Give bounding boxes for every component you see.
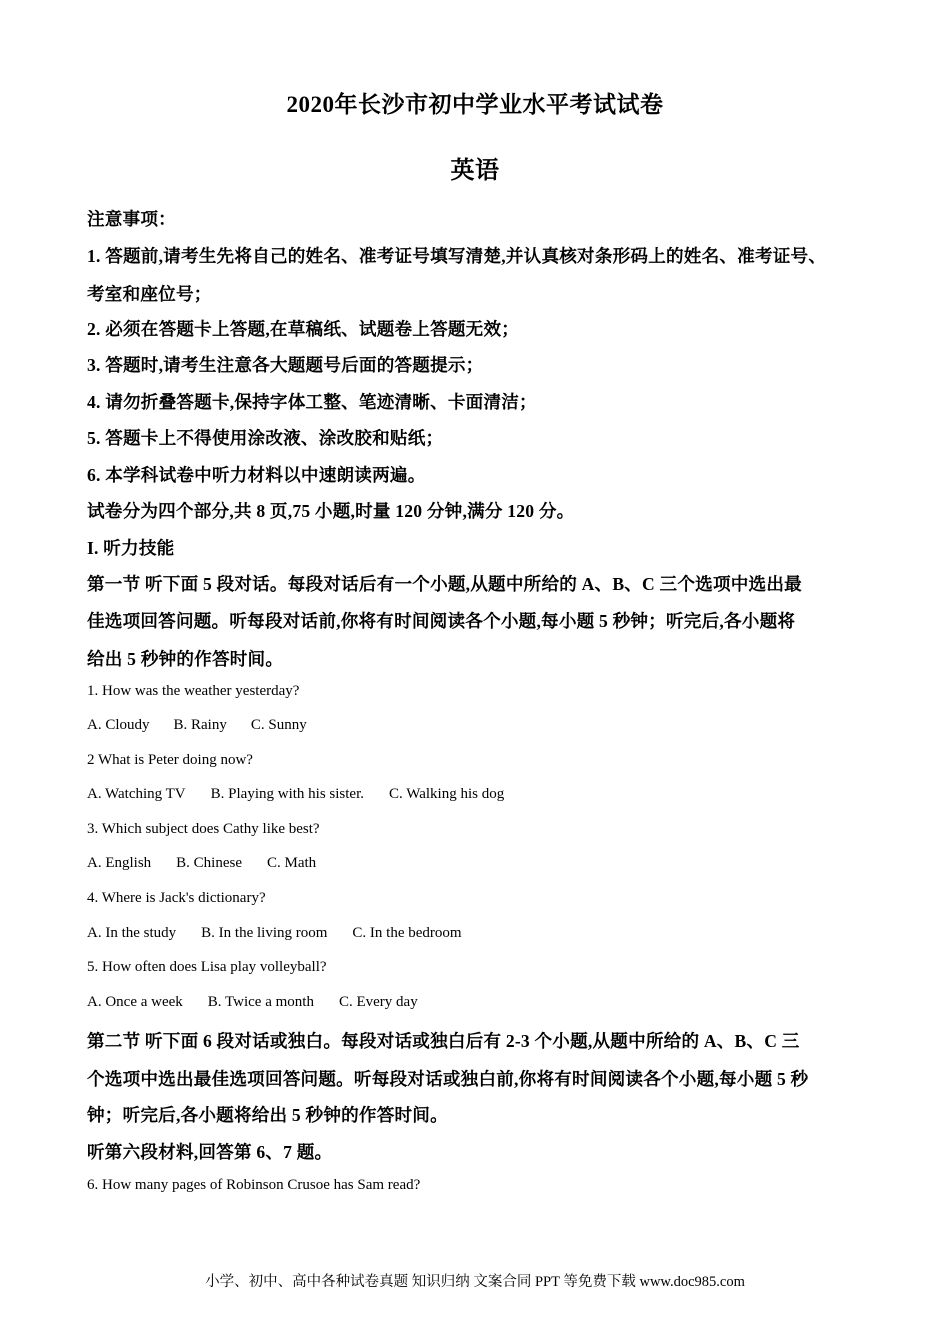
material-heading: 听第六段材料,回答第 6、7 题。: [87, 1142, 333, 1162]
option: B. Twice a month: [207, 994, 314, 1010]
section1-instruction: 佳选项回答问题。听每段对话前,你将有时间阅读各个小题,每小题 5 秒钟；听完后,各小题将: [87, 611, 796, 631]
question-text: 2 What is Peter doing now?: [87, 752, 253, 768]
option: C. Sunny: [250, 717, 307, 733]
exam-subject: 英语: [450, 158, 500, 184]
option: C. Math: [267, 855, 317, 871]
option: B. Playing with his sister.: [210, 786, 365, 802]
section1-instruction: 给出 5 秒钟的作答时间。: [87, 649, 284, 669]
exam-title: 2020年长沙市初中学业水平考试试卷: [286, 92, 664, 117]
section2-instruction: 个选项中选出最佳选项回答问题。听每段对话或独白前,你将有时间阅读各个小题,每小题 5 秒: [87, 1069, 809, 1089]
section2-instruction: 第二节 听下面 6 段对话或独白。每段对话或独白后有 2-3 个小题,从题中所给的 A、B、C 三: [87, 1031, 800, 1051]
question-options: [87, 994, 418, 1011]
question-options: [87, 855, 316, 872]
option: A. In the study: [87, 925, 177, 941]
option: B. Chinese: [176, 855, 243, 871]
paper-info: 试卷分为四个部分,共 8 页,75 小题,时量 120 分钟,满分 120 分。: [87, 501, 575, 521]
option: C. Walking his dog: [389, 786, 505, 802]
question-text: 1. How was the weather yesterday?: [87, 683, 300, 699]
notice-line: 考室和座位号；: [87, 284, 212, 304]
notice-line: 6. 本学科试卷中听力材料以中速朗读两遍。: [87, 465, 426, 485]
notice-line: 3. 答题时,请考生注意各大题题号后面的答题提示；: [87, 355, 484, 375]
notice-line: 5. 答题卡上不得使用涂改液、涂改胶和贴纸；: [87, 428, 444, 448]
notice-line: 4. 请勿折叠答题卡,保持字体工整、笔迹清晰、卡面清洁；: [87, 392, 537, 412]
option: A. Watching TV: [87, 786, 186, 802]
question-text: 5. How often does Lisa play volleyball?: [87, 959, 327, 975]
page-footer: 小学、初中、高中各种试卷真题 知识归纳 文案合同 PPT 等免费下载 www.doc985.com: [205, 1274, 745, 1290]
option: A. English: [87, 855, 152, 871]
question-text: 4. Where is Jack's dictionary?: [87, 890, 266, 906]
notice-line: 1. 答题前,请考生先将自己的姓名、准考证号填写清楚,并认真核对条形码上的姓名、准考证号、: [87, 246, 827, 266]
question-options: [87, 786, 504, 803]
question-options: [87, 925, 462, 942]
option: C. In the bedroom: [352, 925, 462, 941]
question-text: 6. How many pages of Robinson Crusoe has Sam read?: [87, 1177, 421, 1193]
option: B. In the living room: [201, 925, 328, 941]
notice-line: 2. 必须在答题卡上答题,在草稿纸、试题卷上答题无效；: [87, 319, 520, 339]
option: C. Every day: [338, 994, 418, 1010]
option: A. Cloudy: [87, 717, 150, 733]
section2-instruction: 钟；听完后,各小题将给出 5 秒钟的作答时间。: [87, 1105, 448, 1125]
option: B. Rainy: [173, 717, 227, 733]
notice-heading: 注意事项：: [87, 209, 176, 229]
question-text: 3. Which subject does Cathy like best?: [87, 821, 320, 837]
question-options: [87, 717, 307, 734]
section1-instruction: 第一节 听下面 5 段对话。每段对话后有一个小题,从题中所给的 A、B、C 三个选项中选出最: [87, 574, 802, 594]
option: A. Once a week: [87, 994, 183, 1010]
part-heading: I. 听力技能: [87, 538, 175, 558]
